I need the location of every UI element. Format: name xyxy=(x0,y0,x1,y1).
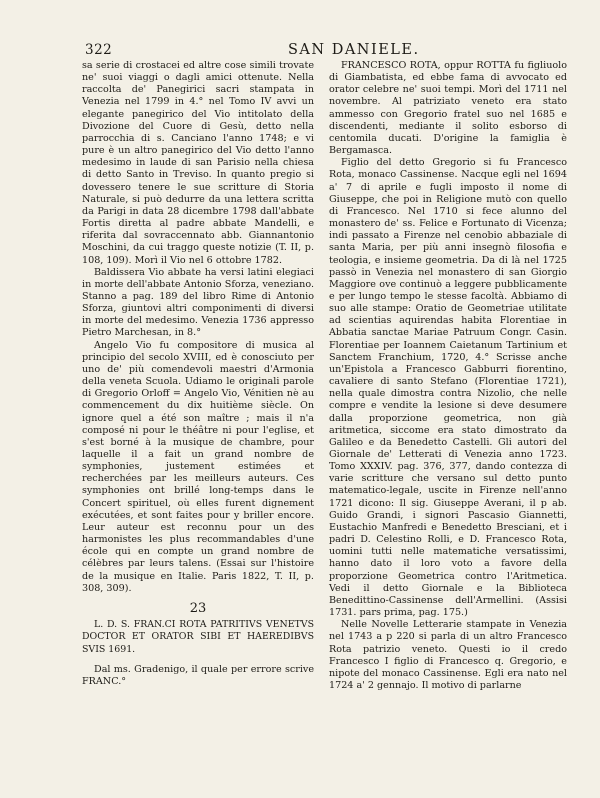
paragraph: FRANCESCO ROTA, oppur ROTTA fu figliuolo di Giambatista, ed ebbe fama di avvocato ed orator celebre ne' suoi tempi. Morì del 1711 nel novembre. Al patriziato veneto era stato ammesso con Gregorio fratel suo nel 1685 e discendenti, mediante il solito esborso di centomila ducati. D'origine la famiglia è Bergamasca. xyxy=(329,60,567,157)
paragraph: Angelo Vio fu compositore di musica al principio del secolo XVIII, ed è conosciuto per uno de' più comendevoli maestri d'Armonia della veneta Scuola. Udiamo le originali parole di Gregorio Orloff = Angelo Vio, Vénitien nè au commencement du dix huitième siècle. On ignore quel a été son maître ; mais il n'a composé ni pour le théâtre ni pour l'eglise, et s'est borné à la musique de chambre, pour laquelle il a fait un grand nombre de symphonies, justement estimées et recherchées par les meilleurs auteurs. Ces symphonies ont brillé long-temps dans le Concert spirituel, où elles furent dignement exécutées, et sont faites pour y briller encore. Leur auteur est reconnu pour un des harmonistes les plus recommandables d'une école qui en compte un grand nombre de célèbres par leurs talens. (Essai sur l'histoire de la musique en Italie. Paris 1822, T. II, p. 308, 309). xyxy=(82,339,314,594)
closing-note: Dal ms. Gradenigo, il quale per errore scrive FRANC.° xyxy=(82,664,314,688)
page-number: 322 xyxy=(85,42,113,58)
left-column xyxy=(82,60,314,689)
section-number: 23 xyxy=(189,600,207,616)
paragraph: sa serie di crostacei ed altre cose simili trovate ne' suoi viaggi o dagli amici ottenute. Nella raccolta de' Panegirici sacri stampata in Venezia nel 1799 in 4.° nel Tomo IV avvi un elegante panegirico del Vio intitolato della Divozione del Cuore di Gesù, detto nella parrocchia di s. Canciano l'anno 1748; e vi pure è un altro panegirico del Vio detto l'anno medesimo in laude di san Parisio nella chiesa di detto Santo in Treviso. In quanto pregio si dovessero tenere le sue scritture di Storia Naturale, si può dedurre da una lettera scritta da Parigi in data 28 dicembre 1798 dall'abbate Fortis diretta al padre abbate Mandelli, e riferita dal sovraccennato abb. Giannantonio Moschini, da cui traggo queste notizie (T. II, p. 108, 109). Morì il Vio nel 6 ottobre 1782. xyxy=(82,60,314,266)
paragraph: Nelle Novelle Letterarie stampate in Venezia nel 1743 a p 220 si parla di un altro Francesco Rota patrizio veneto. Questi io il credo Francesco I figlio di Francesco q. Gregorio, e nipote del monaco Cassinense. Egli era nato nel 1724 a' 2 gennajo. Il motivo di parlarne xyxy=(329,619,567,691)
paragraph: Baldissera Vio abbate ha versi latini elegiaci in morte dell'abbate Antonio Sforza, veneziano. Stanno a pag. 189 del libro Rime di Antonio Sforza, giuntovi altri componimenti di diversi in morte del medesimo. Venezia 1736 appresso Pietro Marchesan, in 8.° xyxy=(82,266,314,339)
running-title: SAN DANIELE. xyxy=(288,42,420,58)
paragraph: Figlio del detto Gregorio si fu Francesco Rota, monaco Cassinense. Nacque egli nel 1694 a' 7 di aprile e fugli imposto il nome di Giuseppe, che poi in Religione mutò con quello di Francesco. Nel 1710 si fece alunno del monastero de' ss. Felice e Fortunato di Vicenza; indi passato a Firenze nel cenobio abbaziale di santa Maria, per più anni insegnò filosofia e teologia, e insieme geometria. Da di là nel 1725 passò in Venezia nel monastero di san Giorgio Maggiore ove continuò a leggere pubblicamente e per lungo tempo le stesse facoltà. Abbiamo di suo alle stampe: Oratio de Geometriae utilitate ad scientias aquirendas habita Florentiae in Abbatia sanctae Mariae Patruum Congr. Casin. Florentiae per Ioannem Caietanum Tartinium et Sanctem Franchium, 1720, 4.° Scrisse anche un'Epistola a Francesco Gabburri fiorentino, cavaliere di santo Stefano (Florentiae 1721), nella quale dimostra contra Nizolio, che nelle compre e vendite la lesione si deve desumere dalla proporzione geometrica, non già aritmetica, siccome era stato dimostrato da Galileo e da Benedetto Castelli. Gli autori del Giornale de' Letterati di Venezia anno 1723. Tomo XXXIV. pag. 376, 377, dando contezza di varie scritture che versano sul detto punto matematico-legale, uscite in Firenze nell'anno 1721 dicono: Il sig. Giuseppe Averani, il p ab. Guido Grandi, i signori Pascasio Giannetti, Eustachio Manfredi e Benedetto Bresciani, et i padri D. Celestino Rolli, e D. Francesco Rota, uomini tutti nelle matematiche versatissimi, hanno dato il loro voto a favore della proporzione Geometrica contro l'Aritmetica. Vedi il detto Giornale e la Biblioteca Benedittino-Cassinense dell'Armellini. (Assisi 1731. pars prima, pag. 175.) xyxy=(329,157,567,619)
right-column xyxy=(329,60,567,692)
inscription: L. D. S. FRAN.CI ROTA PATRITIVS VENETVS DOCTOR ET ORATOR SIBI ET HAEREDIBVS SVIS 1691. xyxy=(82,619,314,655)
